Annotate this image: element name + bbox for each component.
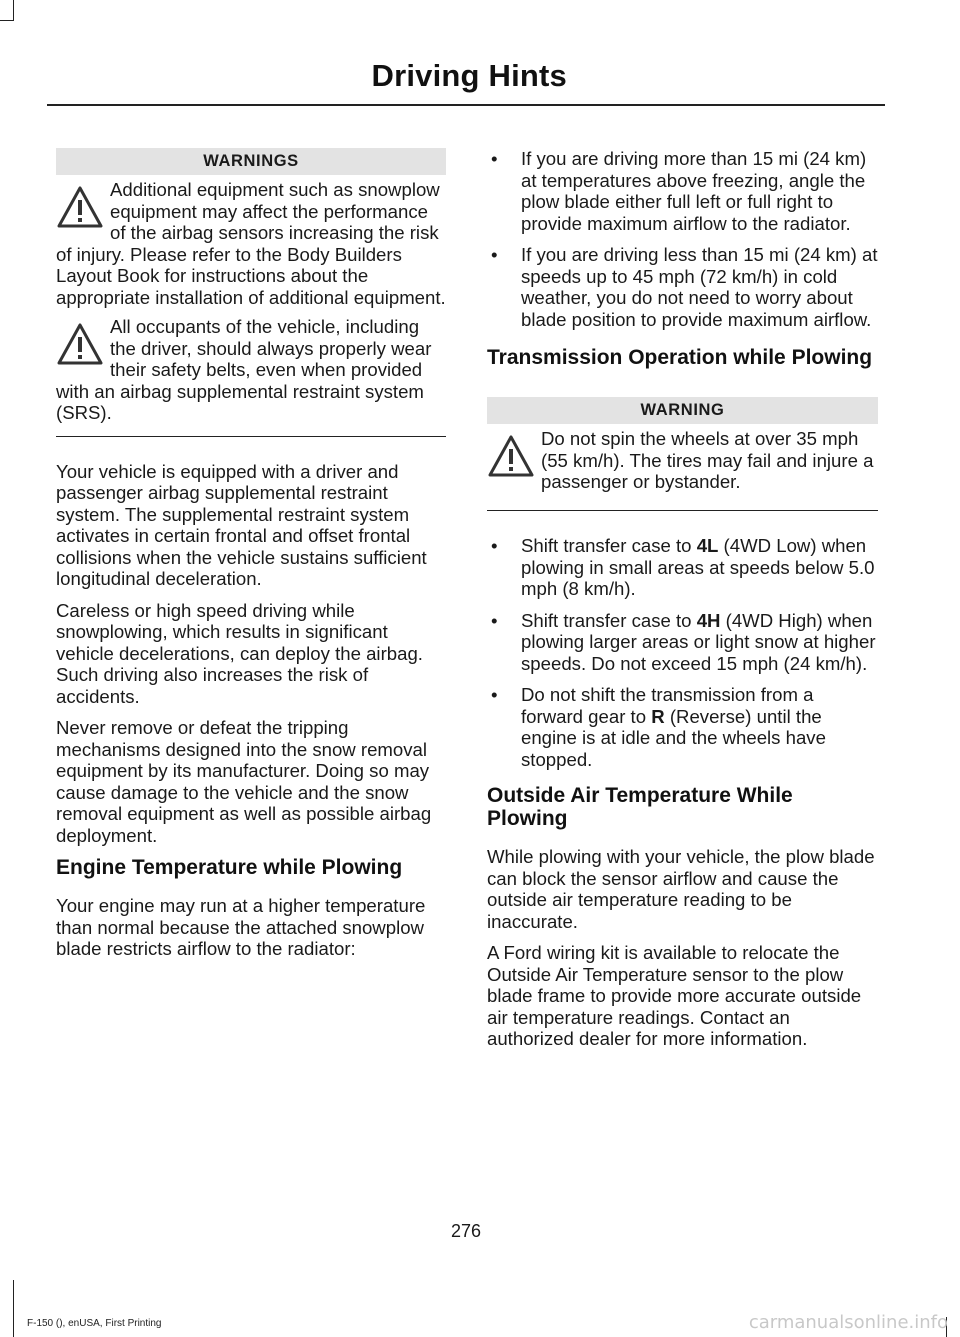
footer-text: F-150 (), enUSA, First Printing: [27, 1318, 162, 1329]
paragraph: Your engine may run at a higher temperature than normal because the attached snowplow blade restricts airflow to the radiator:: [56, 895, 426, 959]
bullet-icon: •: [491, 535, 498, 556]
list-item: [487, 535, 878, 600]
warning-text: All occupants of the vehicle, including the driver, should always properly wear their safety belts, even when provided with an airbag supplemental restraint system (SRS).: [56, 316, 432, 423]
crop-mark: [13, 1280, 14, 1337]
warning-heading: WARNING: [487, 397, 878, 424]
paragraph: Your vehicle is equipped with a driver and passenger airbag supplemental restraint system. The supplemental restraint system activates in certain frontal and offset frontal collisions when the vehicle sustains sufficient longitudinal deceleration.: [56, 460, 427, 589]
section-heading: Outside Air Temperature While Plowing: [487, 784, 793, 830]
warning-item: [56, 179, 446, 308]
paragraph: Never remove or defeat the tripping mechanisms designed into the snow removal equipment by its manufacturer. Doing so may cause damage to the vehicle and the snow removal equipment as well as possible airbag deployment.: [56, 717, 432, 846]
section-heading: Engine Temperature while Plowing: [56, 856, 403, 879]
list-item-text-pre: Do not shift the transmission from a forward gear to: [521, 684, 814, 727]
crop-mark: [13, 0, 14, 20]
paragraph: A Ford wiring kit is available to relocate the Outside Air Temperature sensor to the plow blade frame to provide more accurate outside air temperature readings. Contact an authorized dealer for more information.: [487, 942, 862, 1049]
warnings-heading: WARNINGS: [56, 148, 446, 175]
bullet-icon: •: [491, 684, 498, 705]
warning-item: [487, 428, 878, 498]
warning-item: [56, 316, 446, 424]
page-number: 276: [450, 1221, 482, 1241]
list-item: [487, 610, 878, 675]
paragraph: Careless or high speed driving while snowplowing, which results in significant vehicle decelerations, can deploy the airbag. Such driving also increases the risk of accidents.: [56, 599, 423, 707]
warning-triangle-icon: [56, 185, 104, 229]
warning-divider: [56, 436, 446, 437]
gear-label: R: [651, 705, 665, 727]
list-item-text: If you are driving less than 15 mi (24 km) at speeds up to 45 mph (72 km/h) in cold weather, you do not need to worry about blade position to provide maximum airflow.: [521, 244, 878, 330]
watermark: carmanualsonline.info: [748, 1312, 948, 1333]
warning-text: Additional equipment such as snowplow equipment may affect the performance of the airbag sensors increasing the risk of injury. Please refer to the Body Builders Layout Book for instructions about the appropriate installation of additional equipment.: [56, 179, 446, 308]
page-title: Driving Hints: [371, 58, 567, 93]
shift-bullet-list: [487, 535, 878, 770]
list-item: [487, 244, 878, 330]
bullet-icon: •: [491, 244, 498, 265]
left-column: [56, 148, 446, 970]
section-heading: Transmission Operation while Plowing: [487, 346, 873, 369]
header-divider: [47, 104, 885, 106]
warning-text: Do not spin the wheels at over 35 mph (55 km/h). The tires may fail and injure a passenger or bystander.: [541, 428, 874, 492]
airflow-bullet-list: [487, 148, 878, 330]
bullet-icon: •: [491, 609, 498, 631]
paragraph: While plowing with your vehicle, the plow blade can block the sensor airflow and cause the outside air temperature reading to be inaccurate.: [487, 846, 875, 932]
list-item-text-post: (Reverse) until the engine is at idle and the wheels have stopped.: [521, 705, 826, 770]
warning-triangle-icon: [487, 434, 535, 478]
right-column: [487, 148, 878, 1060]
crop-mark: [0, 20, 14, 21]
bullet-icon: •: [491, 148, 498, 169]
warning-divider: [487, 510, 878, 511]
warning-triangle-icon: [56, 322, 104, 366]
list-item-text-post: (4WD High) when plowing larger areas or light snow at higher speeds. Do not exceed 15 mph (24 km/h).: [521, 609, 876, 674]
list-item: [487, 148, 878, 234]
list-item-text-pre: Shift transfer case to: [521, 609, 697, 631]
list-item: [487, 684, 878, 770]
list-item-text-post: (4WD Low) when plowing in small areas at speeds below 5.0 mph (8 km/h).: [521, 535, 875, 599]
list-item-text: If you are driving more than 15 mi (24 km) at temperatures above freezing, angle the plow blade either full left or full right to provide maximum airflow to the radiator.: [521, 148, 867, 234]
gear-label: 4H: [696, 609, 721, 631]
gear-label: 4L: [696, 535, 719, 556]
list-item-text-pre: Shift transfer case to: [521, 535, 697, 556]
